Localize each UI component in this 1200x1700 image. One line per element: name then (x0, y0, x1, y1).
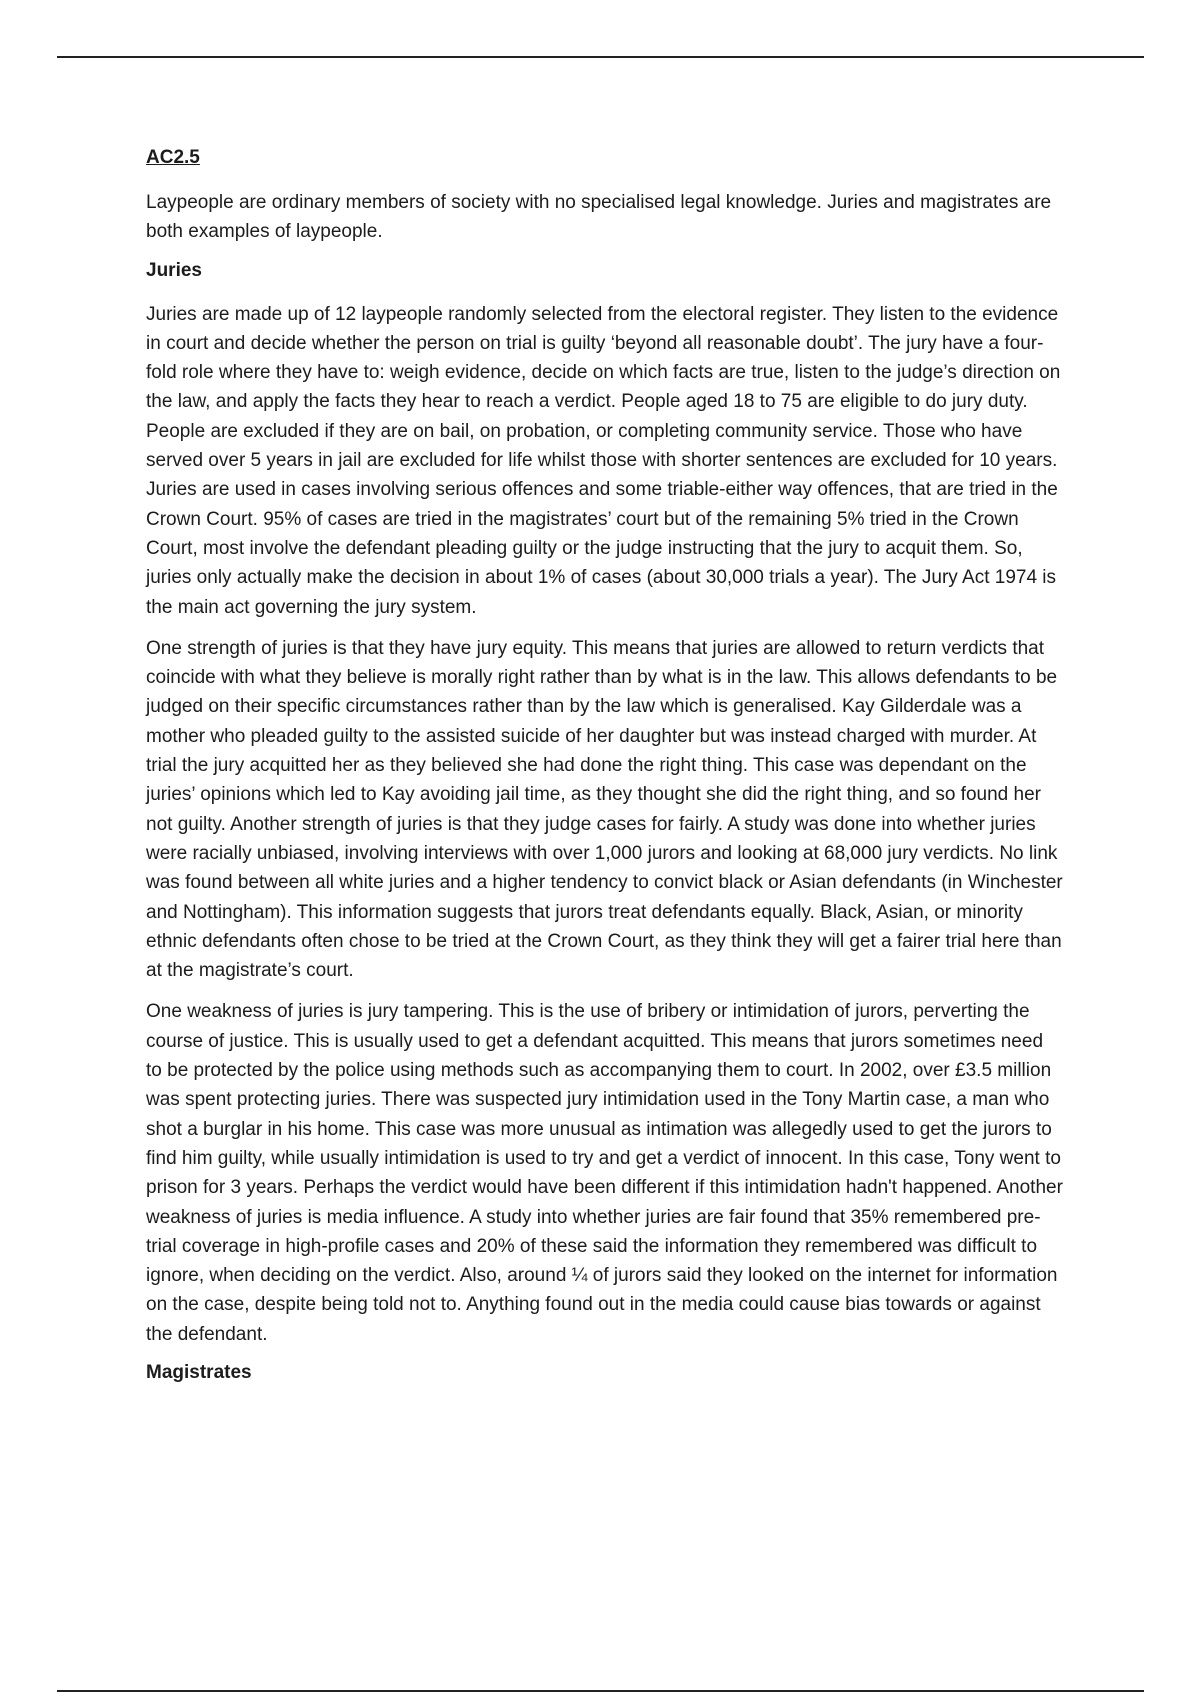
juries-paragraph-1: Juries are made up of 12 laypeople randomly selected from the electoral register. They listen to the evidence in court and decide whether the person on trial is guilty ‘beyond all reasonable doubt’. The jury have a four-fold role where they have to: weigh evidence, decide on which facts are true, listen to the judge’s direction on the law, and apply the facts they hear to reach a verdict. People aged 18 to 75 are eligible to do jury duty. People are excluded if they are on bail, on probation, or completing community service. Those who have served over 5 years in jail are excluded for life whilst those with shorter sentences are excluded for 10 years. Juries are used in cases involving serious offences and some triable-either way offences, that are tried in the Crown Court. 95% of cases are tried in the magistrates’ court but of the remaining 5% tried in the Crown Court, most involve the defendant pleading guilty or the judge instructing that the jury to acquit them. So, juries only actually make the decision in about 1% of cases (about 30,000 trials a year). The Jury Act 1974 is the main act governing the jury system. (146, 303, 1061, 618)
juries-paragraph-3: One weakness of juries is jury tampering. This is the use of bribery or intimidation of jurors, perverting the course of justice. This is usually used to get a defendant acquitted. This means that jurors sometimes need to be protected by the police using methods such as accompanying them to court. In 2002, over £3.5 million was spent protecting juries. There was suspected jury intimidation used in the Tony Martin case, a man who shot a burglar in his home. This case was more unusual as intimation was allegedly used to get the jurors to find him guilty, while usually intimidation is used to try and get a verdict of innocent. In this case, Tony went to prison for 3 years. Perhaps the verdict would have been different if this intimidation hadn't happened. Another weakness of juries is media influence. A study into whether juries are fair found that 35% remembered pre-trial coverage in high-profile cases and 20% of these said the information they remembered was difficult to ignore, when deciding on the verdict. Also, around ¼ of jurors said they looked on the internet for information on the case, despite being told not to. Anything found out in the media could cause bias towards or against the defendant. (146, 1001, 1063, 1345)
header-rule (57, 56, 1144, 58)
footer-rule (57, 1690, 1144, 1692)
intro-paragraph: Laypeople are ordinary members of society with no specialised legal knowledge. Juries and magistrates are both examples of laypeople. (146, 192, 1052, 243)
juries-paragraph-2: One strength of juries is that they have jury equity. This means that juries are allowed to return verdicts that coincide with what they believe is morally right rather than by what is in the law. This allows defendants to be judged on their specific circumstances rather than by the law which is generalised. Kay Gilderdale was a mother who pleaded guilty to the assisted suicide of her daughter but was instead charged with murder. At trial the jury acquitted her as they believed she had done the right thing. This case was dependant on the juries’ opinions which led to Kay avoiding jail time, as they thought she did the right thing, and so found her not guilty. Another strength of juries is that they judge cases for fairly. A study was done into whether juries were racially unbiased, involving interviews with over 1,000 jurors and looking at 68,000 jury verdicts. No link was found between all white juries and a higher tendency to convict black or Asian defendants (in Winchester and Nottingham). This information suggests that jurors treat defendants equally. Black, Asian, or minority ethnic defendants often chose to be tried at the Crown Court, as they think they will get a fairer trial here than at the magistrate’s court. (146, 637, 1063, 982)
document-body (146, 146, 1064, 1402)
juries-heading: Juries (146, 259, 202, 281)
section-heading: AC2.5 (146, 147, 200, 168)
magistrates-heading: Magistrates (146, 1361, 252, 1383)
